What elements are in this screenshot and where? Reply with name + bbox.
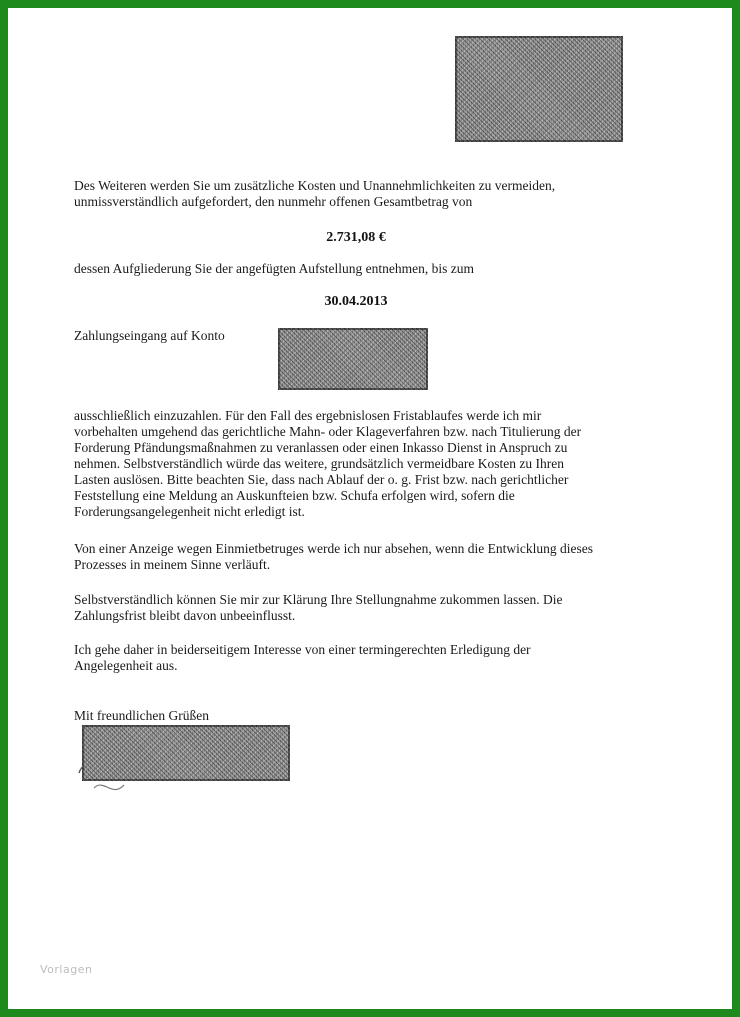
account-label: Zahlungseingang auf Konto: [74, 328, 225, 343]
watermark-text: Vorlagen: [40, 963, 93, 976]
closing-line: Ich gehe daher in beiderseitigem Interesse von einer termingerechten Erledigung der: [74, 642, 531, 657]
letter-page: [8, 8, 732, 1009]
report-line: Von einer Anzeige wegen Einmietbetruges werde ich nur absehen, wenn die Entwicklung dieses: [74, 541, 593, 556]
main-line: Forderungsangelegenheit nicht erledigt ist.: [74, 504, 305, 519]
breakdown-paragraph: [74, 261, 654, 277]
statement-paragraph: [74, 592, 654, 624]
intro-line: Des Weiteren werden Sie um zusätzliche Kosten und Unannehmlichkeiten zu vermeiden,: [74, 178, 556, 193]
report-paragraph: [74, 541, 654, 573]
main-line: Lasten auslösen. Bitte beachten Sie, dass nach Ablauf der o. g. Frist bzw. nach gerichtlicher: [74, 472, 569, 487]
main-line: nehmen. Selbstverständlich würde das weitere, grundsätzlich vermeidbare Kosten zu Ihren: [74, 456, 564, 471]
redacted-account-number: [278, 328, 428, 390]
report-line: Prozesses in meinem Sinne verläuft.: [74, 557, 271, 572]
closing-paragraph: [74, 642, 654, 674]
intro-line: unmissverständlich aufgefordert, den nunmehr offenen Gesamtbetrag von: [74, 194, 473, 209]
greeting: Mit freundlichen Grüßen: [74, 708, 209, 723]
statement-line: Zahlungsfrist bleibt davon unbeeinflusst.: [74, 608, 296, 623]
main-line: vorbehalten umgehend das gerichtliche Mahn- oder Klageverfahren bzw. nach Titulierung der: [74, 424, 582, 439]
total-amount: 2.731,08 €: [326, 230, 386, 245]
redacted-sender-address: [455, 36, 623, 142]
main-line: Forderung Pfändungsmaßnahmen zu veranlassen oder einen Inkasso Dienst in Anspruch zu: [74, 440, 568, 455]
breakdown-line: dessen Aufgliederung Sie der angefügten Aufstellung entnehmen, bis zum: [74, 261, 475, 276]
main-line: ausschließlich einzuzahlen. Für den Fall des ergebnislosen Fristablaufes werde ich mir: [74, 408, 542, 423]
statement-line: Selbstverständlich können Sie mir zur Klärung Ihre Stellungnahme zukommen lassen. Die: [74, 592, 563, 607]
intro-paragraph: [74, 178, 654, 210]
redacted-signature-name: [82, 725, 290, 781]
due-date: 30.04.2013: [324, 294, 388, 309]
closing-line: Angelegenheit aus.: [74, 658, 178, 673]
main-line: Feststellung eine Meldung an Auskunfteien bzw. Schufa erfolgen wird, sofern die: [74, 488, 515, 503]
main-paragraph: [74, 408, 674, 520]
